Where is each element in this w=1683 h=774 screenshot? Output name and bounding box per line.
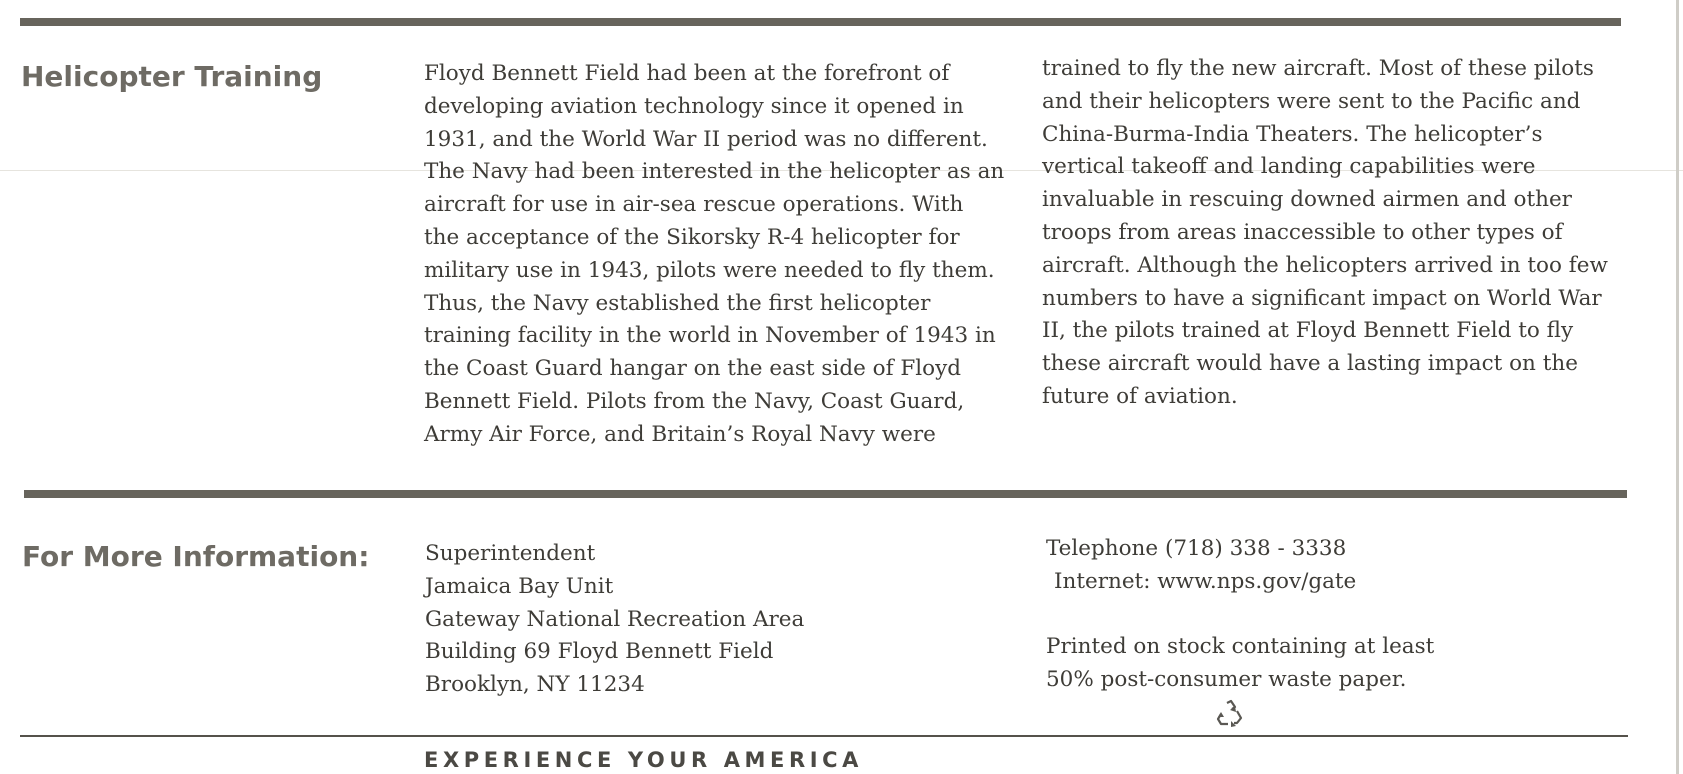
helicopter-right-column-line: China-Burma-India Theaters. The helicopter’s [1042,121,1543,147]
recycle-icon [1215,699,1247,729]
paper-edge [1676,0,1679,774]
helicopter-right-column-line: future of aviation. [1042,383,1238,409]
helicopter-text-right-column [1042,53,1608,414]
bottom-rule [20,735,1628,737]
helicopter-left-column-line: Army Air Force, and Britain’s Royal Navy were [424,421,936,447]
address-line: Building 69 Floyd Bennett Field [425,639,774,665]
helicopter-right-column-line: vertical takeoff and landing capabilities were [1042,154,1536,180]
helicopter-left-column-line: 1931, and the World War II period was no different. [424,126,988,152]
helicopter-left-column-line: the Coast Guard hangar on the east side of Floyd [424,356,962,382]
middle-rule [24,490,1627,498]
helicopter-right-column-line: trained to fly the new aircraft. Most of these pilots [1042,56,1594,81]
helicopter-left-column-line: developing aviation technology since it opened in [424,93,964,119]
helicopter-left-column-line: The Navy had been interested in the helicopter as an [424,159,1005,185]
helicopter-left-column-line: training facility in the world in November of 1943 in [424,323,996,349]
helicopter-right-column-line: these aircraft would have a lasting impact on the [1042,351,1578,377]
address-line: Superintendent [425,541,596,566]
helicopter-left-column-line: Thus, the Navy established the first helicopter [424,290,931,316]
address-line: Jamaica Bay Unit [425,573,614,599]
address-line: Gateway National Recreation Area [425,606,805,632]
helicopter-right-column-line: aircraft. Although the helicopters arrived in too few [1042,252,1608,278]
helicopter-text-left-column [424,58,1004,452]
address-line: Brooklyn, NY 11234 [425,672,645,698]
section-heading-more-information: For More Information: [22,540,370,573]
contact-block [1046,533,1434,697]
internet-line: Internet: www.nps.gov/gate [1054,568,1357,594]
helicopter-right-column-line: numbers to have a significant impact on World War [1042,285,1602,311]
helicopter-left-column-line: the acceptance of the Sikorsky R-4 helicopter for [424,224,960,250]
top-rule [20,18,1621,26]
printed-on-line-1: Printed on stock containing at least [1046,634,1435,660]
helicopter-right-column-line: troops from areas inaccessible to other types of [1042,219,1563,245]
helicopter-left-column-line: aircraft for use in air-sea rescue operations. With [424,192,964,218]
blank-line [1046,599,1434,632]
helicopter-left-column-line: Floyd Bennett Field had been at the forefront of [424,61,950,86]
footer-tagline: EXPERIENCE YOUR AMERICA [424,748,864,772]
helicopter-left-column-line: military use in 1943, pilots were needed to fly them. [424,257,995,283]
helicopter-left-column-line: Bennett Field. Pilots from the Navy, Coast Guard, [424,388,965,414]
telephone-line: Telephone (718) 338 - 3338 [1046,536,1347,561]
printed-on-line-2: 50% post-consumer waste paper. [1046,667,1407,693]
helicopter-right-column-line: invaluable in rescuing downed airmen and other [1042,187,1572,213]
helicopter-right-column-line: and their helicopters were sent to the Pacific and [1042,88,1581,114]
section-heading-helicopter-training: Helicopter Training [21,60,323,93]
helicopter-right-column-line: II, the pilots trained at Floyd Bennett Field to fly [1042,318,1574,344]
address-block [425,538,804,702]
